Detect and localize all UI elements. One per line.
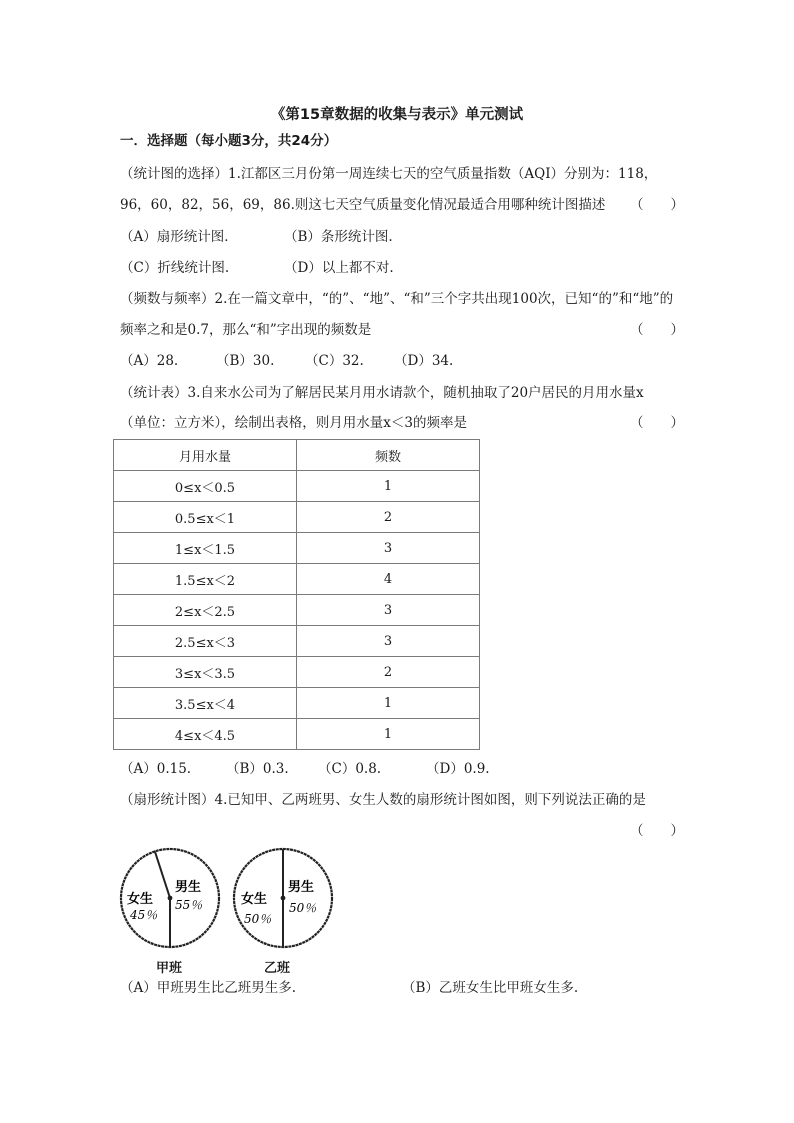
table-header-usage: 月用水量 — [114, 440, 297, 471]
pie-chart-class-a — [118, 846, 222, 950]
q1-option-c: （C）折线统计图. — [120, 260, 230, 276]
table-row — [114, 502, 480, 533]
table-cell-range: 2.5≤x＜3 — [114, 626, 297, 657]
q3-text-line2: （单位：立方米），绘制出表格，则月用水量x＜3的频率是 — [120, 415, 467, 431]
table-row — [114, 626, 480, 657]
pie-female-percent: 50％ — [244, 912, 272, 926]
q1-option-d: （D）以上都不对. — [284, 260, 394, 276]
q4-option-b: （B）乙班女生比甲班女生多. — [402, 980, 579, 996]
table-cell-count: 1 — [297, 719, 480, 750]
q3-option-b: （B）0.3. — [226, 761, 289, 777]
q3-answer-blank: （ ） — [630, 415, 684, 431]
table-row — [114, 719, 480, 750]
pie-divider-line — [155, 851, 170, 898]
table-header-row — [114, 440, 480, 471]
table-cell-range: 2≤x＜2.5 — [114, 595, 297, 626]
table-cell-range: 0.5≤x＜1 — [114, 502, 297, 533]
q3-text-line1: （统计表）3.自来水公司为了解居民某月用水请款个，随机抽取了20户居民的月用水量x — [120, 385, 644, 401]
pie-chart-class-b — [231, 846, 335, 950]
pie-male-label: 男生 — [288, 880, 315, 895]
q1-text-line2: 96，60，82，56，69，86.则这七天空气质量变化情况最适合用哪种统计图描述 — [120, 197, 606, 213]
section-heading: 一．选择题（每小题3分，共24分） — [120, 133, 338, 149]
pie-female-percent: 45％ — [130, 908, 158, 922]
table-header-frequency: 频数 — [297, 440, 480, 471]
pie-female-label: 女生 — [241, 892, 268, 907]
table-cell-range: 3≤x＜3.5 — [114, 657, 297, 688]
table-row — [114, 533, 480, 564]
table-cell-count: 3 — [297, 533, 480, 564]
q1-answer-blank: （ ） — [630, 197, 684, 213]
pie-male-percent: 50％ — [289, 901, 317, 915]
q4-option-a: （A）甲班男生比乙班男生多. — [120, 980, 297, 996]
table-row — [114, 657, 480, 688]
table-cell-count: 4 — [297, 564, 480, 595]
table-cell-count: 1 — [297, 471, 480, 502]
q2-option-a: （A）28. — [120, 353, 179, 369]
table-cell-count: 1 — [297, 688, 480, 719]
pie-caption-class-b: 乙班 — [264, 961, 291, 976]
table-cell-count: 2 — [297, 657, 480, 688]
q3-option-c: （C）0.8. — [318, 761, 382, 777]
q2-text-line2: 频率之和是0.7，那么“和”字出现的频数是 — [120, 322, 372, 338]
pie-male-percent: 55％ — [175, 898, 203, 912]
table-row — [114, 595, 480, 626]
table-cell-count: 2 — [297, 502, 480, 533]
pie-caption-class-a: 甲班 — [156, 961, 183, 976]
page-title: 《第15章数据的收集与表示》单元测试 — [270, 107, 524, 123]
q2-option-b: （B）30. — [216, 353, 275, 369]
pie-center-dot — [168, 896, 173, 901]
table-cell-count: 3 — [297, 595, 480, 626]
q1-option-b: （B）条形统计图. — [284, 229, 393, 245]
pie-female-label: 女生 — [127, 892, 154, 907]
table-cell-range: 0≤x＜0.5 — [114, 471, 297, 502]
water-usage-table — [113, 439, 480, 750]
table-cell-count: 3 — [297, 626, 480, 657]
table-cell-range: 1.5≤x＜2 — [114, 564, 297, 595]
q3-option-d: （D）0.9. — [426, 761, 490, 777]
table-cell-range: 4≤x＜4.5 — [114, 719, 297, 750]
q2-text-line1: （频数与频率）2.在一篇文章中，“的”、“地”、“和”三个字共出现100次，已知“的”和“地”的 — [120, 291, 674, 307]
q4-text-line1: （扇形统计图）4.已知甲、乙两班男、女生人数的扇形统计图如图，则下列说法正确的是 — [120, 792, 646, 808]
q1-option-a: （A）扇形统计图． — [120, 229, 238, 245]
table-row — [114, 688, 480, 719]
q2-option-d: （D）34. — [394, 353, 454, 369]
table-cell-range: 1≤x＜1.5 — [114, 533, 297, 564]
q2-option-c: （C）32. — [305, 353, 364, 369]
q2-answer-blank: （ ） — [630, 322, 684, 338]
table-row — [114, 564, 480, 595]
q4-answer-blank: （ ） — [630, 823, 684, 839]
q3-option-a: （A）0.15. — [120, 761, 192, 777]
pie-center-dot — [281, 896, 286, 901]
q1-text-line1: （统计图的选择）1.江都区三月份第一周连续七天的空气质量指数（AQI）分别为：118， — [120, 166, 658, 182]
table-row — [114, 471, 480, 502]
table-cell-range: 3.5≤x＜4 — [114, 688, 297, 719]
pie-male-label: 男生 — [175, 880, 202, 895]
